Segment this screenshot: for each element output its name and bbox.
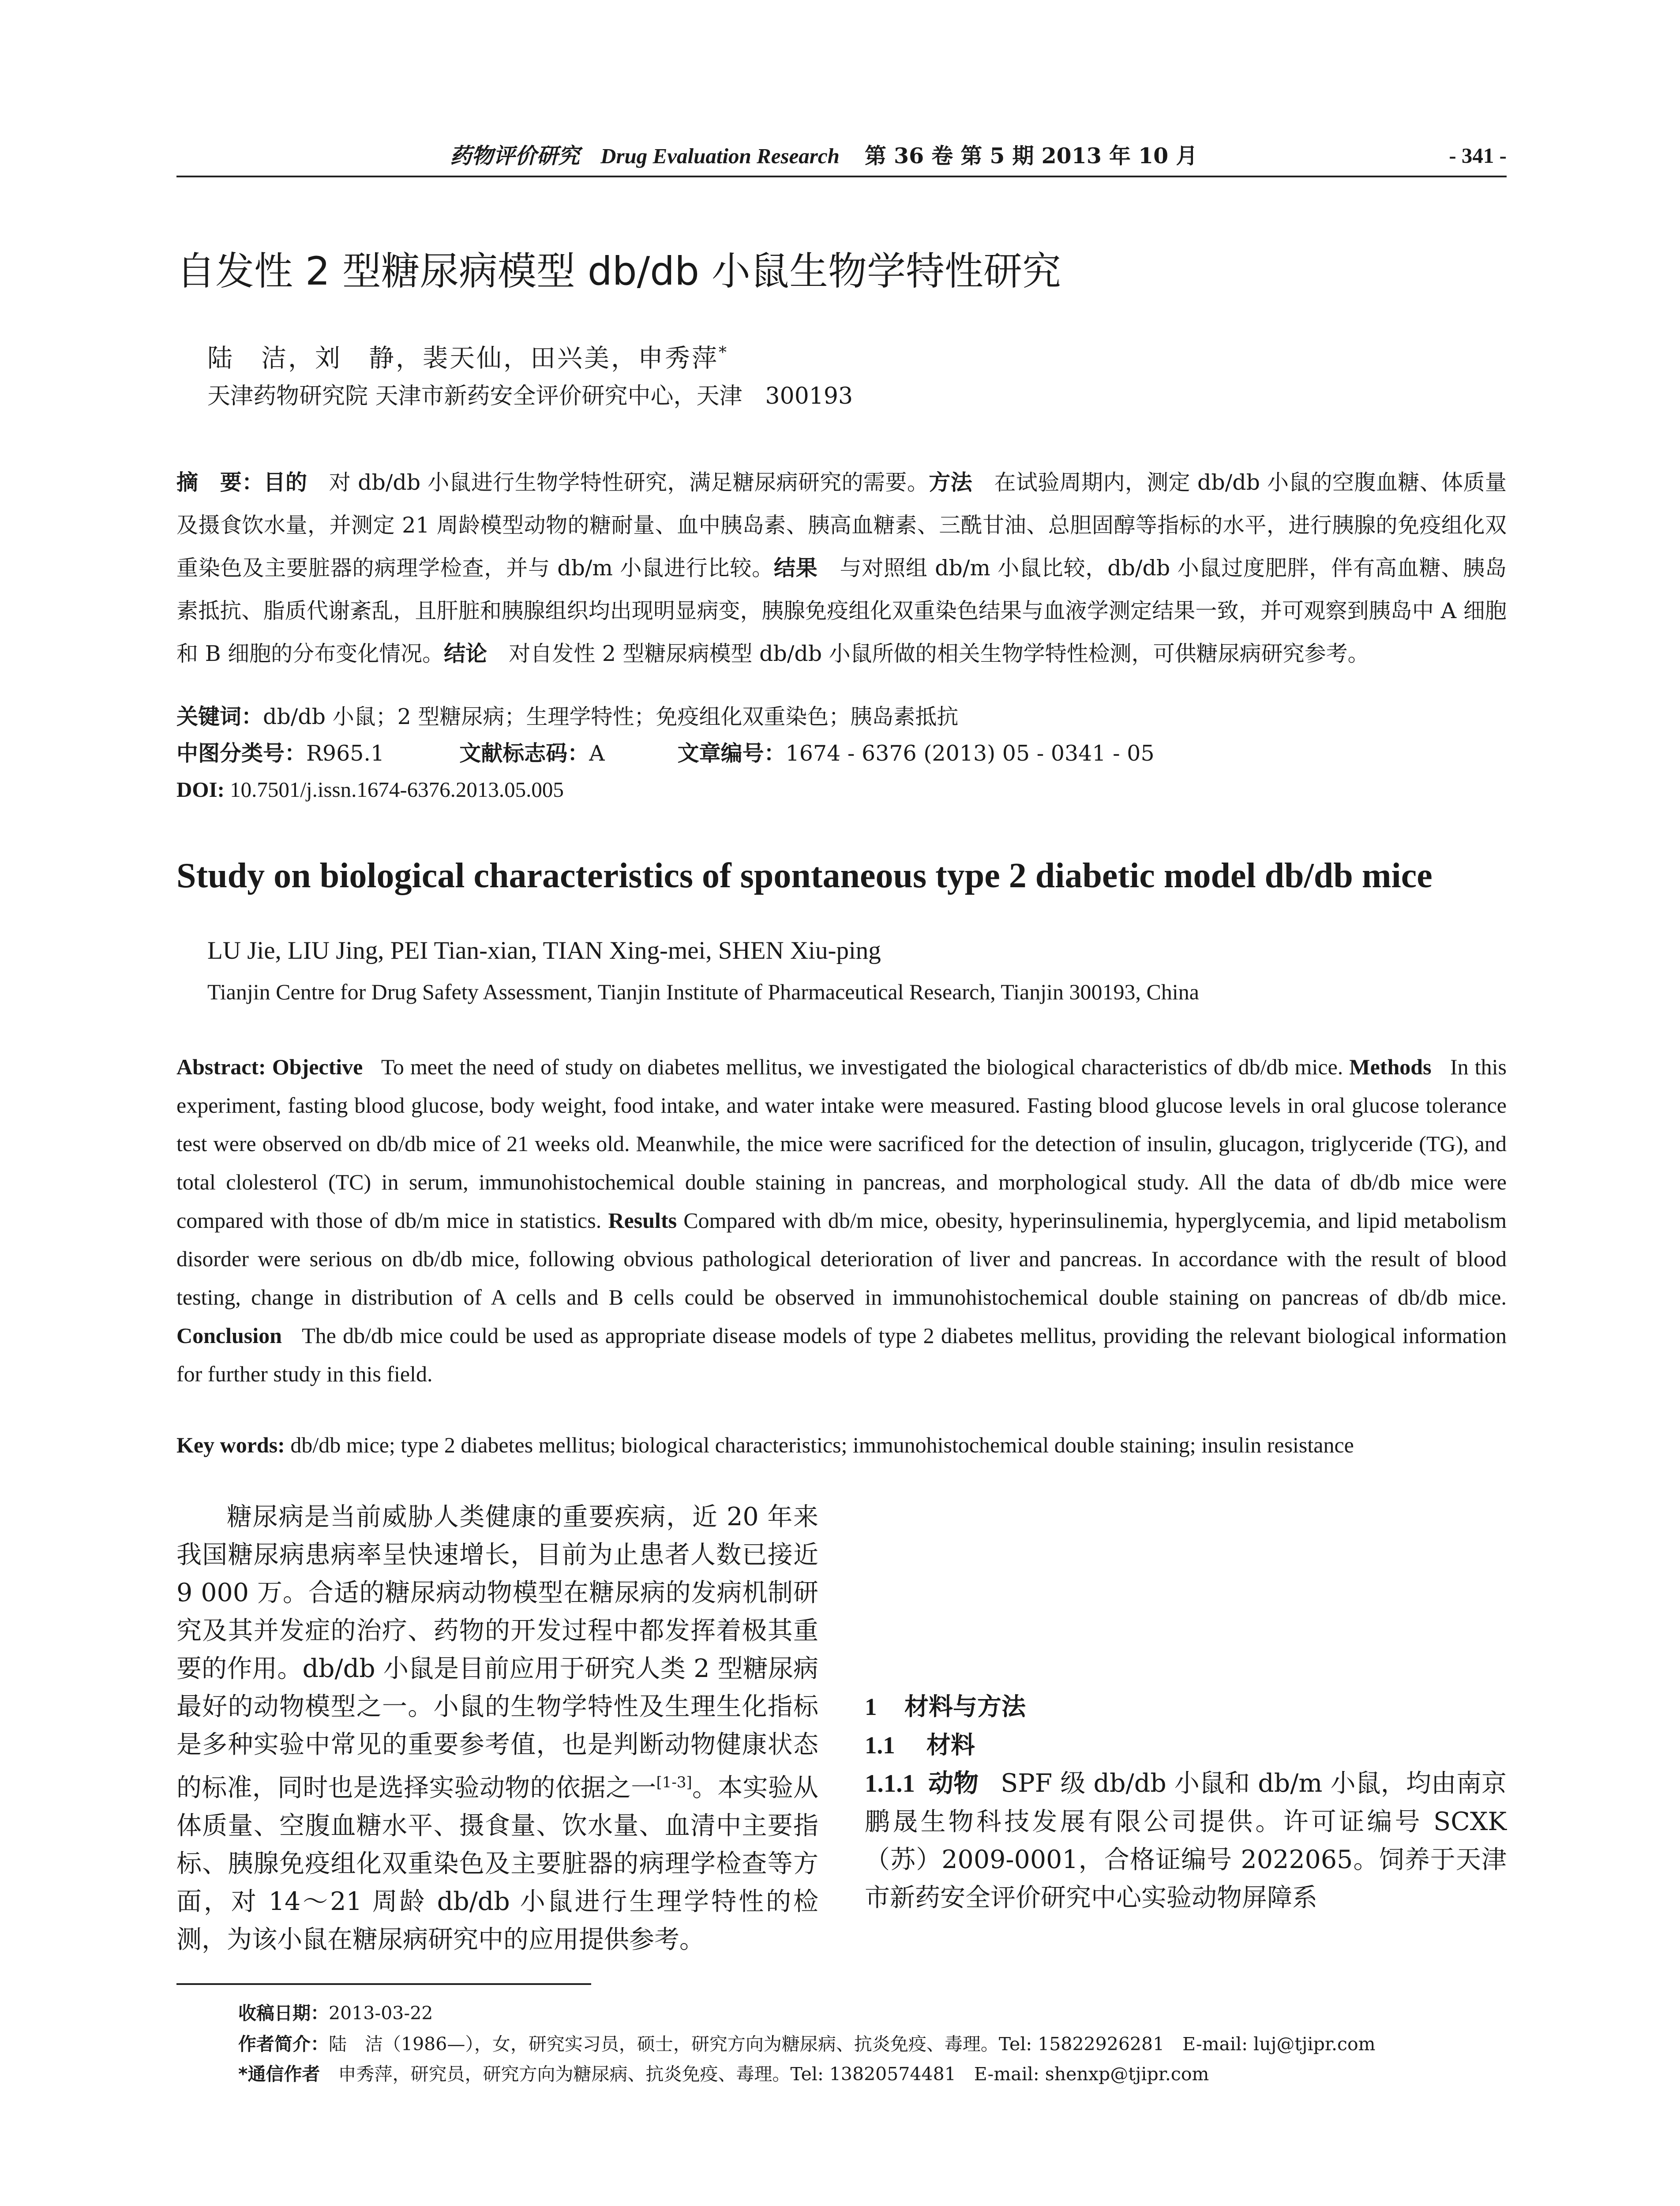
abstract-en-conclusion-label: Conclusion	[176, 1323, 282, 1348]
doc-code-label: 文献标志码：	[459, 741, 589, 766]
abstract-en	[176, 1048, 1507, 1393]
article-no-value: 1674 - 6376 (2013) 05 - 0341 - 05	[785, 741, 1155, 766]
affiliation-en: Tianjin Centre for Drug Safety Assessment, Tianjin Institute of Pharmaceutical Research, Tianjin 300193, China	[207, 979, 1199, 1004]
issue-info: 第 36 卷 第 5 期 2013 年 10 月	[864, 143, 1198, 169]
abstract-cn	[176, 461, 1507, 675]
intro-text-1: 糖尿病是当前威胁人类健康的重要疾病，近 20 年来我国糖尿病患病率呈快速增长，目前为止患者人数已接近 9 000 万。合适的糖尿病动物模型在糖尿病的发病机制研究及其并发症的治疗、药物的开发过程中都发挥着极其重要的作用。db/db 小鼠是目前应用于研究人类 2 型糖尿病最好的动物模型之一。小鼠的生物学特性及生理生化指标是多种实验中常见的重要参考值，也是判断动物健康状态的标准，同时也是选择实验动物的依据之一	[176, 1502, 818, 1802]
doc-code-value: A	[589, 741, 605, 766]
section-number-1: 1	[865, 1693, 877, 1720]
abstract-en-methods: In this experiment, fasting blood glucose, body weight, food intake, and water intake were measured. Fasting blood glucose levels in oral glucose tolerance test were observed on db/db mice of 21 weeks old. Meanwhile, the mice were sacrificed for the detection of insulin, glucagon, triglyceride (TG), and total clolesterol (TC) in serum, immunohistochemical double staining in pancreas, and morphological study. All the data of db/db mice were compared with those of db/m mice in statistics.	[176, 1054, 1507, 1233]
article-no-label: 文章编号：	[677, 741, 786, 766]
body-column-left	[176, 1498, 818, 1958]
footnote-received-label: 收稿日期：	[238, 2003, 329, 2024]
footnote-bio-label: 作者简介：	[238, 2033, 329, 2055]
section-1-1-1-text: SPF 级 db/db 小鼠和 db/m 小鼠，均由南京鹏晟生物科技发展有限公司提供。许可证编号 SCXK（苏）2009-0001，合格证编号 2022065。饲养于天津市新药安全评价研究中心实验动物屏障系	[865, 1769, 1507, 1912]
abstract-cn-results-label: 结果	[773, 555, 818, 581]
clc-value: R965.1	[306, 741, 385, 766]
footnote-corr-label: *通信作者	[238, 2063, 320, 2085]
abstract-en-results: Compared with db/m mice, obesity, hyperinsulinemia, hyperglycemia, and lipid metabolism disorder were serious on db/db mice, following obvious pathological deterioration of liver and pancreas. In accordance with the result of blood testing, change in distribution of A cells and B cells could be observed in immunohistochemical double staining on pancreas of db/db mice.	[176, 1208, 1507, 1309]
doi-value: 10.7501/j.issn.1674-6376.2013.05.005	[230, 777, 564, 802]
authors-cn-names: 陆 洁，刘 静，裴天仙，田兴美，申秀萍	[207, 344, 719, 373]
footnote-received	[238, 1999, 1518, 2028]
keywords-cn	[176, 699, 958, 735]
footnote-bio-text: 陆 洁（1986—），女，研究实习员，硕士，研究方向为糖尿病、抗炎免疫、毒理。Tel: 15822926281 E-mail: luj@tjipr.com	[329, 2033, 1376, 2055]
running-header-center	[450, 140, 1197, 172]
keywords-en-text: db/db mice; type 2 diabetes mellitus; biological characteristics; immunohistochemical double staining; insulin resistance	[290, 1433, 1354, 1457]
abstract-cn-label: 摘 要：	[176, 470, 264, 495]
keywords-cn-text: db/db 小鼠；2 型糖尿病；生理学特性；免疫组化双重染色；胰岛素抵抗	[263, 704, 959, 729]
abstract-en-conclusion: The db/db mice could be used as appropriate disease models of type 2 diabetes mellitus, providing the relevant biological information for further study in this field.	[176, 1323, 1507, 1386]
section-title-1-1: 材料	[926, 1731, 975, 1759]
section-heading-1	[865, 1688, 1507, 1726]
keywords-en-label: Key words:	[176, 1433, 285, 1457]
abstract-cn-conclusion-label: 结论	[444, 641, 488, 666]
clc-label: 中图分类号：	[176, 741, 307, 766]
body-column-right	[865, 1498, 1507, 1917]
abstract-cn-conclusion: 对自发性 2 型糖尿病模型 db/db 小鼠所做的相关生物学特性检测，可供糖尿病研究参考。	[509, 641, 1369, 666]
abstract-cn-results: 与对照组 db/m 小鼠比较，db/db 小鼠过度肥胖，伴有高血糖、胰岛素抵抗、脂质代谢紊乱，且肝脏和胰腺组织均出现明显病变，胰腺免疫组化双重染色结果与血液学测定结果一致，并可观察到胰岛中 A 细胞和 B 细胞的分布变化情况。	[176, 555, 1507, 666]
running-header	[176, 140, 1507, 171]
affiliation-cn: 天津药物研究院 天津市新药安全评价研究中心，天津 300193	[207, 383, 853, 409]
section-number-1-1-1: 1.1.1	[865, 1770, 915, 1797]
footnote-divider	[176, 1983, 591, 1985]
abstract-en-results-label: Results	[608, 1208, 677, 1233]
footnote-corresponding	[238, 2060, 1518, 2089]
section-number-1-1: 1.1	[865, 1732, 895, 1759]
footnote-corr-text: 申秀萍，研究员，研究方向为糖尿病、抗炎免疫、毒理。Tel: 13820574481 E-mail: shenxp@tjipr.com	[338, 2063, 1209, 2085]
citation-ref: [1-3]	[656, 1774, 692, 1791]
page-number: - 341 -	[1449, 143, 1507, 168]
abstract-cn-objective-label: 目的	[263, 470, 308, 495]
abstract-cn-methods: 在试验周期内，测定 db/db 小鼠的空腹血糖、体质量及摄食饮水量，并测定 21 周龄模型动物的糖耐量、血中胰岛素、胰高血糖素、三酰甘油、总胆固醇等指标的水平，进行胰腺的免疫组化双重染色及主要脏器的病理学检查，并与 db/m 小鼠进行比较。	[176, 470, 1507, 581]
article-title-en: Study on biological characteristics of spontaneous type 2 diabetic model db/db mice	[176, 856, 1432, 895]
abstract-cn-objective: 对 db/db 小鼠进行生物学特性研究，满足糖尿病研究的需要。	[329, 470, 929, 495]
article-title-cn: 自发性 2 型糖尿病模型 db/db 小鼠生物学特性研究	[176, 248, 1061, 294]
abstract-en-objective-label: Objective	[272, 1054, 363, 1079]
corresponding-mark: *	[719, 344, 728, 362]
header-divider	[176, 176, 1507, 177]
abstract-en-objective: To meet the need of study on diabetes mellitus, we investigated the biological characteristics of db/db mice.	[381, 1054, 1343, 1079]
doi-line	[176, 772, 564, 807]
classification-line	[176, 736, 1155, 771]
section-heading-1-1	[865, 1726, 1507, 1764]
section-title-1: 材料与方法	[904, 1692, 1026, 1721]
doi-label: DOI:	[176, 777, 225, 802]
intro-paragraph	[176, 1498, 818, 1958]
keywords-cn-label: 关键词：	[176, 704, 263, 729]
abstract-en-label: Abstract:	[176, 1054, 266, 1079]
abstract-cn-methods-label: 方法	[929, 470, 973, 495]
authors-cn	[207, 335, 728, 376]
section-1-1-1-paragraph	[865, 1764, 1507, 1917]
journal-logo-cn: 药物评价研究	[450, 143, 580, 169]
abstract-en-methods-label: Methods	[1349, 1054, 1432, 1079]
journal-name-en: Drug Evaluation Research	[600, 144, 840, 168]
authors-en: LU Jie, LIU Jing, PEI Tian-xian, TIAN Xing-mei, SHEN Xiu-ping	[207, 937, 881, 964]
intro-text-2: 。本实验从体质量、空腹血糖水平、摄食量、饮水量、血清中主要指标、胰腺免疫组化双重染色及主要脏器的病理学检查等方面，对 14～21 周龄 db/db 小鼠进行生理学特性的检测，为该小鼠在糖尿病研究中的应用提供参考。	[176, 1773, 819, 1954]
section-label-animals: 动物	[928, 1769, 979, 1798]
footnote-author-bio	[238, 2030, 1518, 2059]
footnote-received-date: 2013-03-22	[329, 2003, 433, 2024]
keywords-en	[176, 1427, 1354, 1463]
